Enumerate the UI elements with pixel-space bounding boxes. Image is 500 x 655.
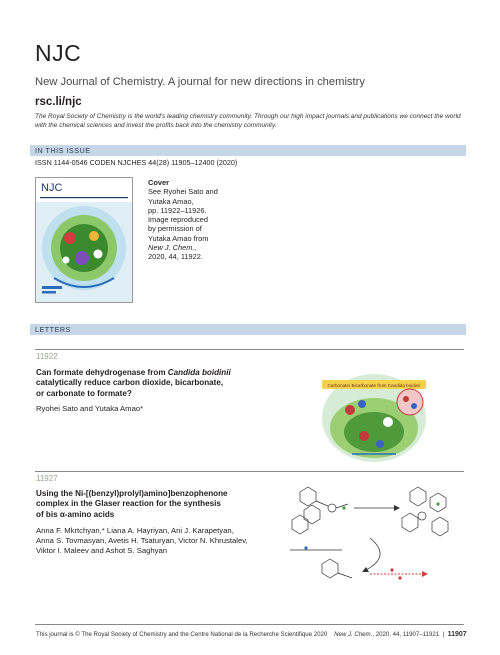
copyright-statement: This journal is © The Royal Society of Chemistry and the Centre National de la Recherche Scientifique 2020: [36, 631, 328, 638]
footer-citation: , 2020, 44, 11907–11921: [372, 631, 440, 638]
issn-line: ISSN 1144-0546 CODEN NJCHES 44(28) 11905–12400 (2020): [35, 158, 238, 167]
article-authors: Anna F. Mkrtchyan,* Liana A. Hayriyan, Ani J. Karapetyan, Anna S. Tovmasyan, Avetis H. Tsaturyan, Victor N. Khrustalev, Viktor I. Maleev and Ashot S. Saghyan: [36, 526, 248, 556]
article-authors: Ryohei Sato and Yutaka Amao*: [36, 404, 144, 413]
cover-caption-line: See Ryohei Sato and: [148, 187, 218, 197]
page-footer: [36, 631, 466, 638]
cover-image[interactable]: [35, 177, 133, 303]
article-page-number: 11927: [36, 474, 58, 483]
cover-caption-line: 2020, 44, 11922.: [148, 252, 203, 262]
in-this-issue-bar: [30, 145, 466, 156]
article-divider: [35, 349, 464, 350]
cover-caption: [148, 178, 228, 262]
footer-separator: |: [442, 631, 445, 638]
footer-page-number: 11907: [447, 631, 467, 638]
journal-abbreviation: NJC: [35, 40, 82, 66]
cover-caption-line: New J. Chem.,: [148, 243, 197, 253]
section-label: LETTERS: [35, 325, 71, 334]
article-title[interactable]: Can formate dehydrogenase from Candida boidinii catalytically reduce carbon dioxide, bicarbonate, or carbonate to formate?: [36, 368, 231, 398]
cover-caption-line: Yutaka Amao from: [148, 233, 209, 243]
cover-caption-line: by permission of: [148, 224, 202, 234]
graphical-abstract-2[interactable]: [282, 478, 464, 590]
cover-caption-line: Image reproduced: [148, 215, 208, 225]
article-title[interactable]: Using the Ni-[(benzyl)prolyl)amino]benzophenone complex in the Glaser reaction for the synthesis of bis α-amino acids: [36, 489, 228, 519]
footer-journal: New J. Chem.: [334, 631, 373, 638]
letters-bar: [30, 324, 466, 335]
graphical-abstract-1[interactable]: [292, 362, 464, 466]
cover-njc-text: NJC: [41, 182, 63, 194]
reaction-scheme: [282, 478, 464, 590]
cover-caption-line: pp. 11922–11926.: [148, 205, 207, 215]
cover-caption-line: Yutaka Amao,: [148, 196, 194, 206]
enzyme-graphic: [292, 362, 464, 466]
journal-full-name: New Journal of Chemistry. A journal for new directions in chemistry: [35, 76, 365, 88]
footer-divider: [35, 624, 464, 625]
graphic-label: Carbonate/ Bicarbonate from Candida boidinii: [327, 383, 421, 388]
article-divider: [35, 471, 464, 472]
journal-url-link[interactable]: rsc.li/njc: [35, 96, 82, 108]
rsc-description: The Royal Society of Chemistry is the world's leading chemistry community. Through our high impact journals and publications we connect the world with the chemical sciences and invest the profits back into the chemistry community.: [35, 113, 461, 129]
article-page-number: 11922: [36, 352, 58, 361]
section-label: IN THIS ISSUE: [35, 146, 91, 155]
cover-illustration: [36, 178, 132, 302]
cover-caption-title: Cover: [148, 178, 169, 187]
